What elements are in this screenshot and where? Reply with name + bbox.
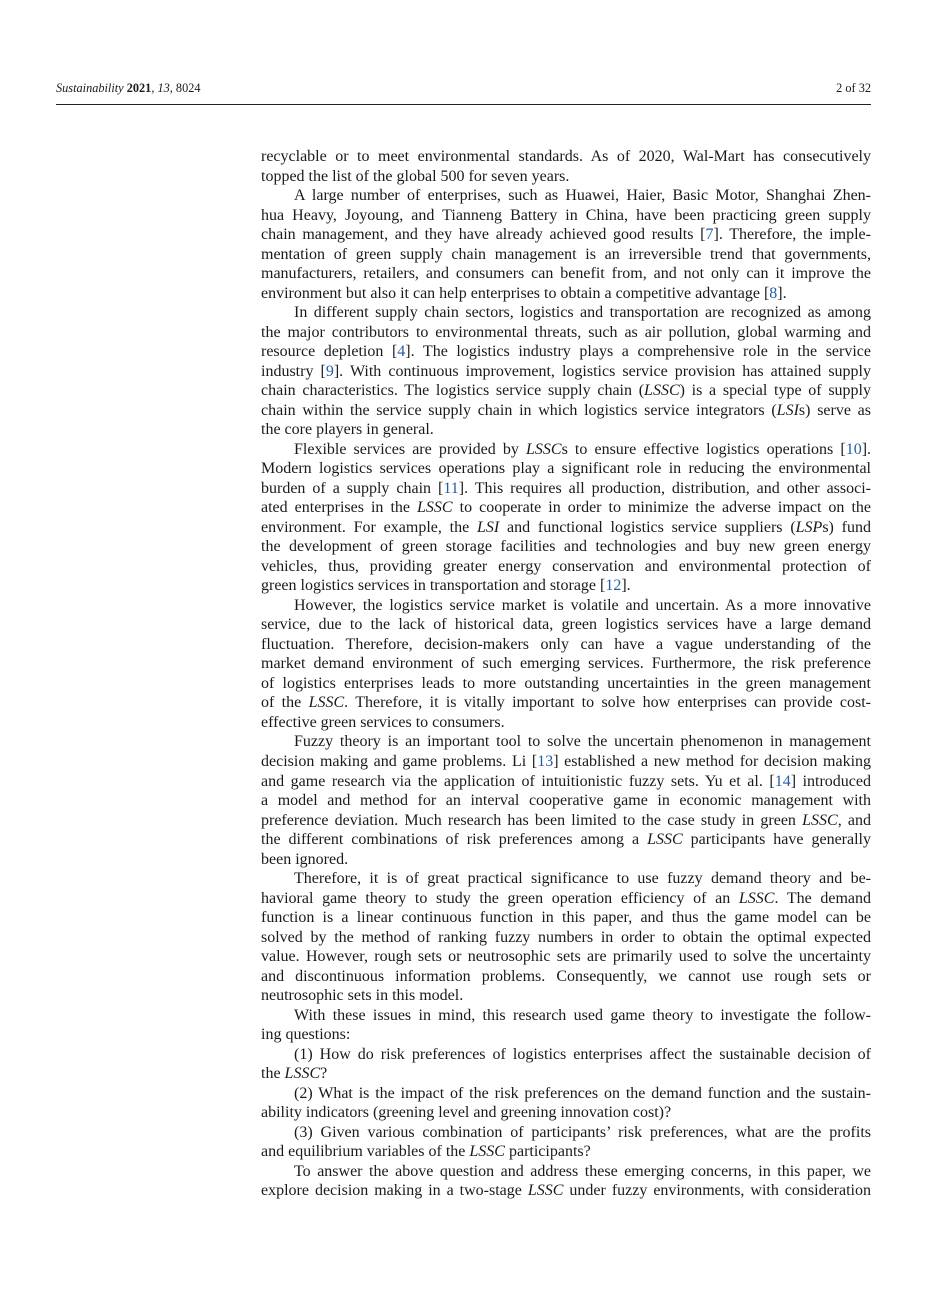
text-line: solved by the method of ranking fuzzy numbers in order to obtain the optimal expected: [261, 928, 871, 946]
paragraph: [261, 732, 871, 869]
text-line: recyclable or to meet environmental standards. As of 2020, Wal-Mart has consecutively: [261, 148, 871, 165]
text-line: and discontinuous information problems. Consequently, we cannot use rough sets or: [261, 967, 871, 985]
italic-term: LSSC: [284, 1065, 321, 1083]
text-line: green logistics services in transportation and storage [12].: [261, 577, 631, 595]
citation-link[interactable]: 7: [705, 226, 714, 244]
text-line: Fuzzy theory is an important tool to solve the uncertain phenomenon in management: [294, 733, 871, 751]
italic-term: LSI: [776, 401, 799, 419]
paragraph: [261, 869, 871, 1006]
text-line: the LSSC?: [261, 1065, 328, 1083]
text-line: chain management, and they have already achieved good results [7]. Therefore, the imple-: [261, 226, 871, 244]
text-line: chain within the service supply chain in which logistics service integrators (LSIs) serve as: [261, 401, 871, 419]
text-line: of logistics enterprises leads to more outstanding uncertainties in the green management: [261, 674, 871, 692]
citation-link[interactable]: 11: [443, 479, 459, 497]
text-line: the different combinations of risk preferences among a LSSC participants have generally: [261, 831, 871, 849]
text-line: of the LSSC. Therefore, it is vitally important to solve how enterprises can provide cost-: [261, 694, 871, 712]
citation-link[interactable]: 9: [325, 362, 334, 380]
paragraph: [261, 1045, 871, 1084]
text-line: function is a linear continuous function in this paper, and thus the game model can be: [261, 909, 871, 927]
journal-name: Sustainability: [56, 81, 124, 95]
text-line: industry [9]. With continuous improvement, logistics service provision has attained supply: [261, 362, 871, 380]
italic-term: LSSC: [525, 440, 562, 458]
text-line: In different supply chain sectors, logistics and transportation are recognized as among: [294, 304, 871, 322]
italic-term: LSSC: [738, 889, 775, 907]
text-line: environment but also it can help enterprises to obtain a competitive advantage [8].: [261, 284, 787, 302]
text-line: a model and method for an interval cooperative game in economic management with: [261, 792, 871, 810]
citation-link[interactable]: 8: [769, 284, 778, 302]
text-line: explore decision making in a two-stage LSSC under fuzzy environments, with consideration: [261, 1182, 871, 1200]
text-line: and equilibrium variables of the LSSC participants?: [261, 1143, 591, 1161]
paragraph: [261, 1006, 871, 1045]
text-line: (2) What is the impact of the risk preferences on the demand function and the sustain-: [294, 1084, 871, 1102]
citation-link[interactable]: 14: [774, 772, 791, 790]
text-line: Flexible services are provided by LSSCs to ensure effective logistics operations [10].: [294, 440, 871, 458]
text-line: ability indicators (greening level and greening innovation cost)?: [261, 1104, 672, 1122]
italic-term: LSSC: [527, 1182, 564, 1200]
text-line: (3) Given various combination of participants’ risk preferences, what are the profits: [294, 1123, 871, 1141]
italic-term: LSSC: [644, 382, 680, 400]
italic-term: LSP: [795, 518, 823, 536]
text-line: Modern logistics services operations play a significant role in reducing the environmental: [261, 460, 871, 478]
text-line: mentation of green supply chain management is an irreversible trend that governments,: [261, 245, 871, 263]
text-line: hua Heavy, Joyoung, and Tianneng Battery in China, have been practicing green supply: [261, 206, 871, 224]
text-line: ing questions:: [261, 1026, 351, 1044]
paragraph: [261, 596, 871, 733]
text-line: market demand environment of such emerging services. Furthermore, the risk preference: [261, 655, 871, 673]
body-text: [261, 147, 871, 1201]
text-line: been ignored.: [261, 850, 349, 868]
running-header: [56, 81, 871, 99]
italic-term: LSSC: [469, 1143, 505, 1161]
paragraph: [261, 303, 871, 440]
italic-term: LSSC: [417, 499, 453, 517]
text-line: topped the list of the global 500 for seven years.: [261, 167, 570, 185]
italic-term: LSSC: [308, 694, 345, 712]
text-line: neutrosophic sets in this model.: [261, 987, 464, 1005]
citation-link[interactable]: 13: [537, 752, 554, 770]
text-line: service, due to the lack of historical data, green logistics services have a large demand: [261, 616, 871, 634]
citation-link[interactable]: 4: [397, 343, 406, 361]
journal-citation: Sustainability 2021, 13, 8024: [56, 81, 201, 95]
text-line: the major contributors to environmental threats, such as air pollution, global warming and: [261, 323, 871, 341]
paragraph: [261, 1084, 871, 1123]
text-line: effective green services to consumers.: [261, 713, 505, 731]
text-line: burden of a supply chain [11]. This requires all production, distribution, and other associ-: [261, 479, 871, 497]
italic-term: LSI: [476, 518, 500, 536]
text-line: resource depletion [4]. The logistics industry plays a comprehensive role in the service: [261, 343, 871, 361]
text-line: havioral game theory to study the green operation efficiency of an LSSC. The demand: [261, 889, 871, 907]
text-line: ated enterprises in the LSSC to cooperate in order to minimize the adverse impact on the: [261, 499, 871, 517]
paragraph: [261, 440, 871, 596]
text-line: and game research via the application of intuitionistic fuzzy sets. Yu et al. [14] introduced: [261, 772, 871, 790]
page-number: 2 of 32: [836, 81, 871, 95]
citation-link[interactable]: 10: [845, 440, 862, 458]
text-line: chain characteristics. The logistics service supply chain (LSSC) is a special type of supply: [261, 382, 871, 400]
header-rule: [56, 104, 871, 105]
paragraph: [261, 1123, 871, 1162]
text-line: Therefore, it is of great practical significance to use fuzzy demand theory and be-: [294, 870, 871, 888]
italic-term: LSSC: [647, 831, 683, 849]
paragraph: [261, 186, 871, 303]
text-line: (1) How do risk preferences of logistics enterprises affect the sustainable decision of: [294, 1045, 871, 1063]
text-line: fluctuation. Therefore, decision-makers only can have a vague understanding of the: [261, 635, 871, 653]
text-line: manufacturers, retailers, and consumers can benefit from, and not only can it improve the: [261, 265, 871, 283]
paragraph: [261, 147, 871, 186]
text-line: A large number of enterprises, such as Huawei, Haier, Basic Motor, Shanghai Zhen-: [294, 187, 871, 205]
text-line: the core players in general.: [261, 421, 434, 439]
text-line: the development of green storage facilities and technologies and buy new green energy: [261, 538, 871, 556]
text-line: To answer the above question and address these emerging concerns, in this paper, we: [294, 1162, 871, 1180]
text-line: value. However, rough sets or neutrosophic sets are primarily used to solve the uncertainty: [261, 948, 871, 966]
article-number: 8024: [175, 81, 201, 95]
text-line: preference deviation. Much research has been limited to the case study in green LSSC, and: [261, 811, 871, 829]
journal-volume: 13: [157, 81, 170, 95]
text-line: vehicles, thus, providing greater energy conservation and environmental protection of: [261, 557, 871, 575]
italic-term: LSSC: [802, 811, 838, 829]
journal-year: 2021: [126, 81, 152, 95]
text-line: environment. For example, the LSI and functional logistics service suppliers (LSPs) fund: [261, 518, 871, 536]
paragraph: [261, 1162, 871, 1201]
text-line: However, the logistics service market is volatile and uncertain. As a more innovative: [294, 596, 871, 614]
citation-link[interactable]: 12: [605, 577, 622, 595]
text-line: With these issues in mind, this research used game theory to investigate the follow-: [294, 1006, 871, 1024]
text-line: decision making and game problems. Li [13] established a new method for decision making: [261, 752, 871, 770]
